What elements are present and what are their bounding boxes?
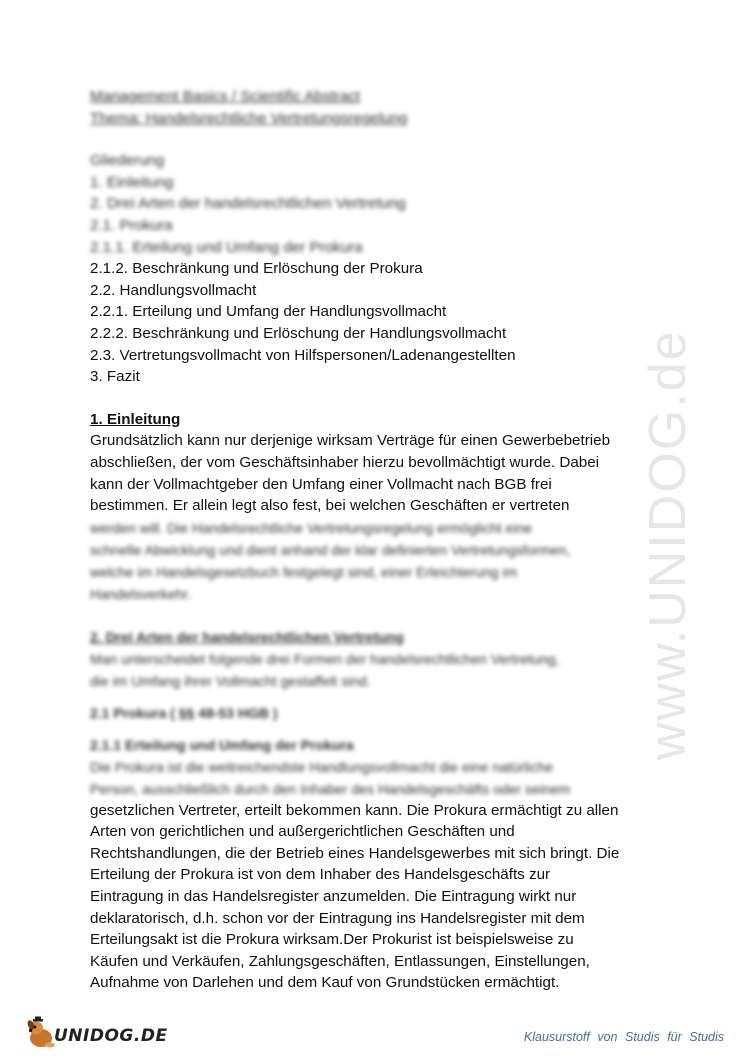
spacer: [90, 388, 690, 409]
toc-item: 2.2.1. Erteilung und Umfang der Handlungsvollmacht: [90, 303, 447, 321]
spacer: [90, 692, 690, 702]
header-block: [90, 86, 690, 129]
document-body: [90, 86, 690, 994]
spacer: [90, 605, 690, 626]
paragraph-line: kann der Vollmachtgeber den Umfang einer Vollmacht nach BGB frei: [90, 475, 552, 493]
section-drei-arten: [90, 626, 690, 994]
section-heading: 2. Drei Arten der handelsrechtlichen Vertretung: [90, 628, 404, 645]
header-line-1: Management Basics / Scientific Abstract: [90, 88, 361, 105]
paragraph-line: deklaratorisch, d.h. schon vor der Eintragung ins Handelsregister mit dem: [90, 909, 585, 927]
paragraph-line: Die Prokura ist die weitreichendste Handlungsvollmacht die eine natürliche: [90, 758, 554, 775]
spacer: [90, 129, 690, 150]
paragraph-line: welche im Handelsgesetzbuch festgelegt sind, einer Erleichterung im: [90, 563, 518, 580]
paragraph-line: Man unterscheidet folgende drei Formen der handelsrechtlichen Vertretung,: [90, 650, 560, 667]
toc-item: 3. Fazit: [90, 368, 140, 386]
section-heading: 1. Einleitung: [90, 410, 181, 428]
toc-item: 2.2. Handlungsvollmacht: [90, 281, 257, 299]
toc-item: 2.1. Prokura: [90, 216, 173, 234]
toc-item: 2.1.2. Beschränkung und Erlöschung der Prokura: [90, 260, 423, 278]
spacer: [90, 724, 690, 734]
subsection-heading: 2.1 Prokura ( §§ 48-53 HGB ): [90, 704, 278, 721]
paragraph-line: schnelle Abwicklung und dient anhand der klar definierten Vertretungsformen,: [90, 541, 571, 558]
paragraph-line: Aufnahme von Darlehen und dem Kauf von Grundstücken ermächtigt.: [90, 974, 560, 992]
dog-mascot-icon: [24, 1016, 58, 1050]
paragraph-line: Grundsätzlich kann nur derjenige wirksam Verträge für einen Gewerbebetrieb: [90, 432, 611, 450]
paragraph-line: werden will. Die Handelsrechtliche Vertretungsregelung ermöglicht eine: [90, 519, 533, 536]
toc-item: 2.3. Vertretungsvollmacht von Hilfspersonen/Ladenangestellten: [90, 346, 516, 364]
watermark: www.UNIDOG.de: [639, 329, 697, 760]
paragraph-line: Käufen und Verkäufen, Zahlungsgeschäften, Entlassungen, Einstellungen,: [90, 952, 590, 970]
logo-text: UNIDOG.DE: [54, 1026, 168, 1046]
toc-title: Gliederung: [90, 152, 165, 170]
subsection-heading: 2.1.1 Erteilung und Umfang der Prokura: [90, 736, 354, 753]
paragraph-line: Eintragung in das Handelsregister anzumelden. Die Eintragung wirkt nur: [90, 888, 577, 906]
paragraph-line: Erteilung der Prokura ist von dem Inhaber des Handelsgeschäfts zur: [90, 866, 551, 884]
toc-item: 2.2.2. Beschränkung und Erlöschung der Handlungsvollmacht: [90, 324, 507, 342]
paragraph-line: Rechtshandlungen, die der Betrieb eines Handelsgewerbes mit sich bringt. Die: [90, 844, 620, 862]
unidog-logo: [24, 1016, 168, 1050]
header-line-2: Thema: Handelsrechtliche Vertretungsregelung: [90, 109, 408, 127]
toc-item: 2.1.1. Erteilung und Umfang der Prokura: [90, 238, 363, 256]
footer-tagline: Klausurstoff von Studis für Studis: [523, 1030, 724, 1044]
toc-item: 1. Einleitung: [90, 173, 174, 191]
section-einleitung: [90, 409, 690, 605]
toc-item: 2. Drei Arten der handelsrechtlichen Vertretung: [90, 195, 406, 213]
paragraph-line: Erteilungsakt ist die Prokura wirksam.Der Prokurist ist beispielsweise zu: [90, 931, 574, 949]
paragraph-line: gesetzlichen Vertreter, erteilt bekommen kann. Die Prokura ermächtigt zu allen: [90, 801, 619, 819]
paragraph-line: Arten von gerichtlichen und außergerichtlichen Geschäften und: [90, 823, 515, 841]
paragraph-line: Person, ausschließlich durch den Inhaber des Handelsgeschäfts oder seinem: [90, 780, 571, 797]
table-of-contents: [90, 150, 690, 388]
paragraph-line: die im Umfang ihrer Vollmacht gestaffelt sind.: [90, 672, 371, 689]
paragraph-line: Handelsverkehr.: [90, 585, 192, 602]
paragraph-line: abschließen, der vom Geschäftsinhaber hierzu bevollmächtigt wurde. Dabei: [90, 453, 600, 471]
paragraph-line: bestimmen. Er allein legt also fest, bei welchen Geschäften er vertreten: [90, 497, 570, 515]
